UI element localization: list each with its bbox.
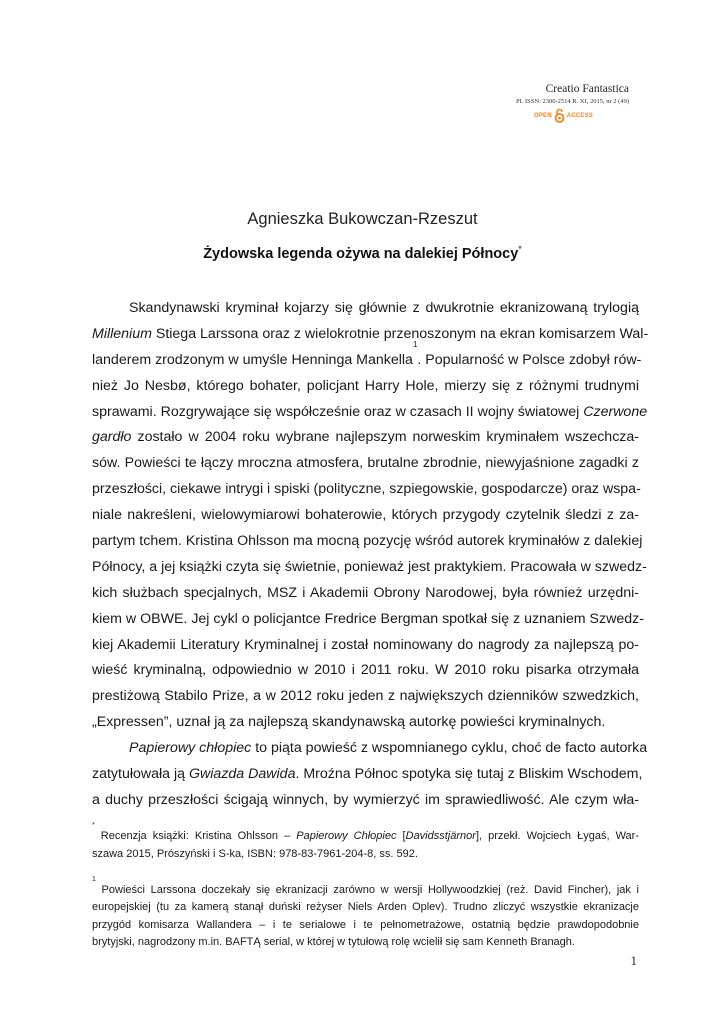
body-line: a duchy przeszłości ścigają winnych, by wymierzyć im sprawiedliwość. Ale czym wła-: [92, 791, 639, 808]
body-line: nież Jo Nesbø, którego bohater, policjant Harry Hole, mierzy się z różnymi trudnymi: [92, 377, 639, 394]
body-line: Północy, a jej książki czyta się świetnie, ponieważ jest praktykiem. Pracowała w szwedz-: [92, 558, 647, 575]
body-line: niale nakreśleni, wielowymiarowi bohaterowie, których przygody czytelnik śledzi z za-: [92, 507, 639, 524]
body-line: „Expressen”, uznał ją za najlepszą skandynawską autorkę powieści kryminalnych.: [92, 714, 606, 731]
body-line: przeszłości, ciekawe intrygi i spiski (polityczne, szpiegowskie, gospodarcze) oraz wspa-: [92, 481, 641, 498]
body-line: Millenium Stiega Larssona oraz z wielokrotnie przenoszonym na ekran komisarzem Wal-: [92, 325, 649, 342]
body-line: partym tchem. Kristina Ohlsson ma mocną pozycję wśród autorek kryminałów z dalekiej: [92, 533, 643, 550]
footnote-mark: 1: [92, 876, 96, 883]
footnote-line: szawa 2015, Prószyński i S-ka, ISBN: 978-83-7961-204-8, ss. 592.: [92, 847, 418, 860]
open-access-badge: [516, 108, 593, 123]
title-footnote-mark: *: [518, 244, 522, 254]
body-line: kich służbach specjalnych, MSZ i Akademii Obrony Narodowej, była również urzędni-: [92, 584, 639, 601]
journal-issn: PL ISSN: 2300-2514 R. XI, 2015, nr 2 (49): [516, 97, 629, 105]
body-line: kiej Akademii Literatury Kryminalnej i został nominowany do nagrody za najlepszą po-: [92, 636, 639, 653]
journal-name: Creatio Fantastica: [545, 83, 629, 95]
article-body: [92, 296, 649, 814]
article-title: [0, 246, 725, 262]
body-line: Skandynawski kryminał kojarzy się głównie z dwukrotnie ekranizowaną trylogią: [129, 300, 639, 316]
footnote-review: [92, 822, 639, 863]
footnote-line: $^1$ Powieści Larssona doczekały się ekranizacji zarówno w wersji Hollywoodzkiej (reż. David Fincher), jak i: [92, 876, 639, 896]
footnote-mark: *: [92, 822, 95, 829]
body-line: wieść kryminalną, odpowiednio w 2010 i 2011 roku. W 2010 roku pisarka otrzymała: [92, 662, 639, 679]
footnote-line: brytyjski, nagrodzony m.in. BAFTĄ serial, w której w tytułową rolę wcielił się sam Kenneth Branagh.: [92, 935, 575, 948]
footnote-1: [92, 876, 639, 951]
article-author: Agnieszka Bukowczan-Rzeszut: [247, 210, 478, 228]
body-line: landerem zrodzonym w umyśle Henninga Mankella$^1$. Popularność w Polsce zdobył rów-: [92, 339, 642, 368]
body-line: Papierowy chłopiec to piąta powieść z wspomnianego cyklu, choć de facto autorka: [129, 740, 648, 757]
footnote-line: przygód komisarza Wallandera – i te serialowe i te pełnometrażowe, ostatnią będzie prawdopodobnie: [92, 918, 639, 931]
body-line: kiem w OBWE. Jej cykl o policjantce Fredrice Bergman spotkał się z uznaniem Szwedz-: [92, 610, 644, 627]
journal-header: [516, 84, 629, 123]
body-line: prestiżową Stabilo Prize, a w 2012 roku jeden z największych dzienników szwedzkich,: [92, 688, 639, 705]
open-access-lock-icon: [554, 108, 565, 123]
body-line: sprawami. Rozgrywające się współcześnie oraz w czasach II wojny światowej Czerwone: [92, 403, 648, 420]
article-title-text: Żydowska legenda ożywa na dalekiej Północy: [203, 246, 519, 262]
body-line: gardło zostało w 2004 roku wybrane najlepszym norweskim kryminałem wszechcza-: [92, 429, 639, 446]
body-line: sów. Powieści te łączy mroczna atmosfera, brutalne zbrodnie, niewyjaśnione zagadki z: [92, 455, 639, 472]
open-access-left-label: OPEN: [533, 112, 552, 119]
footnote-ref-1[interactable]: 1: [412, 339, 418, 349]
page-number: 1: [630, 953, 637, 968]
open-access-right-label: ACCESS: [566, 112, 593, 119]
footnote-line: * Recenzja książki: Kristina Ohlsson – Papierowy Chłopiec [Davidsstjärnor], przekł. Wojciech Łygaś, War-: [92, 822, 639, 842]
body-line: zatytułowała ją Gwiazda Dawida. Mroźna Północ spotyka się tutaj z Bliskim Wschodem,: [92, 766, 643, 783]
footnote-line: europejskiej (tu za kamerą stanął duński reżyser Niels Arden Oplev). Trudno zliczyć wszystkie ekranizacje: [92, 901, 639, 914]
